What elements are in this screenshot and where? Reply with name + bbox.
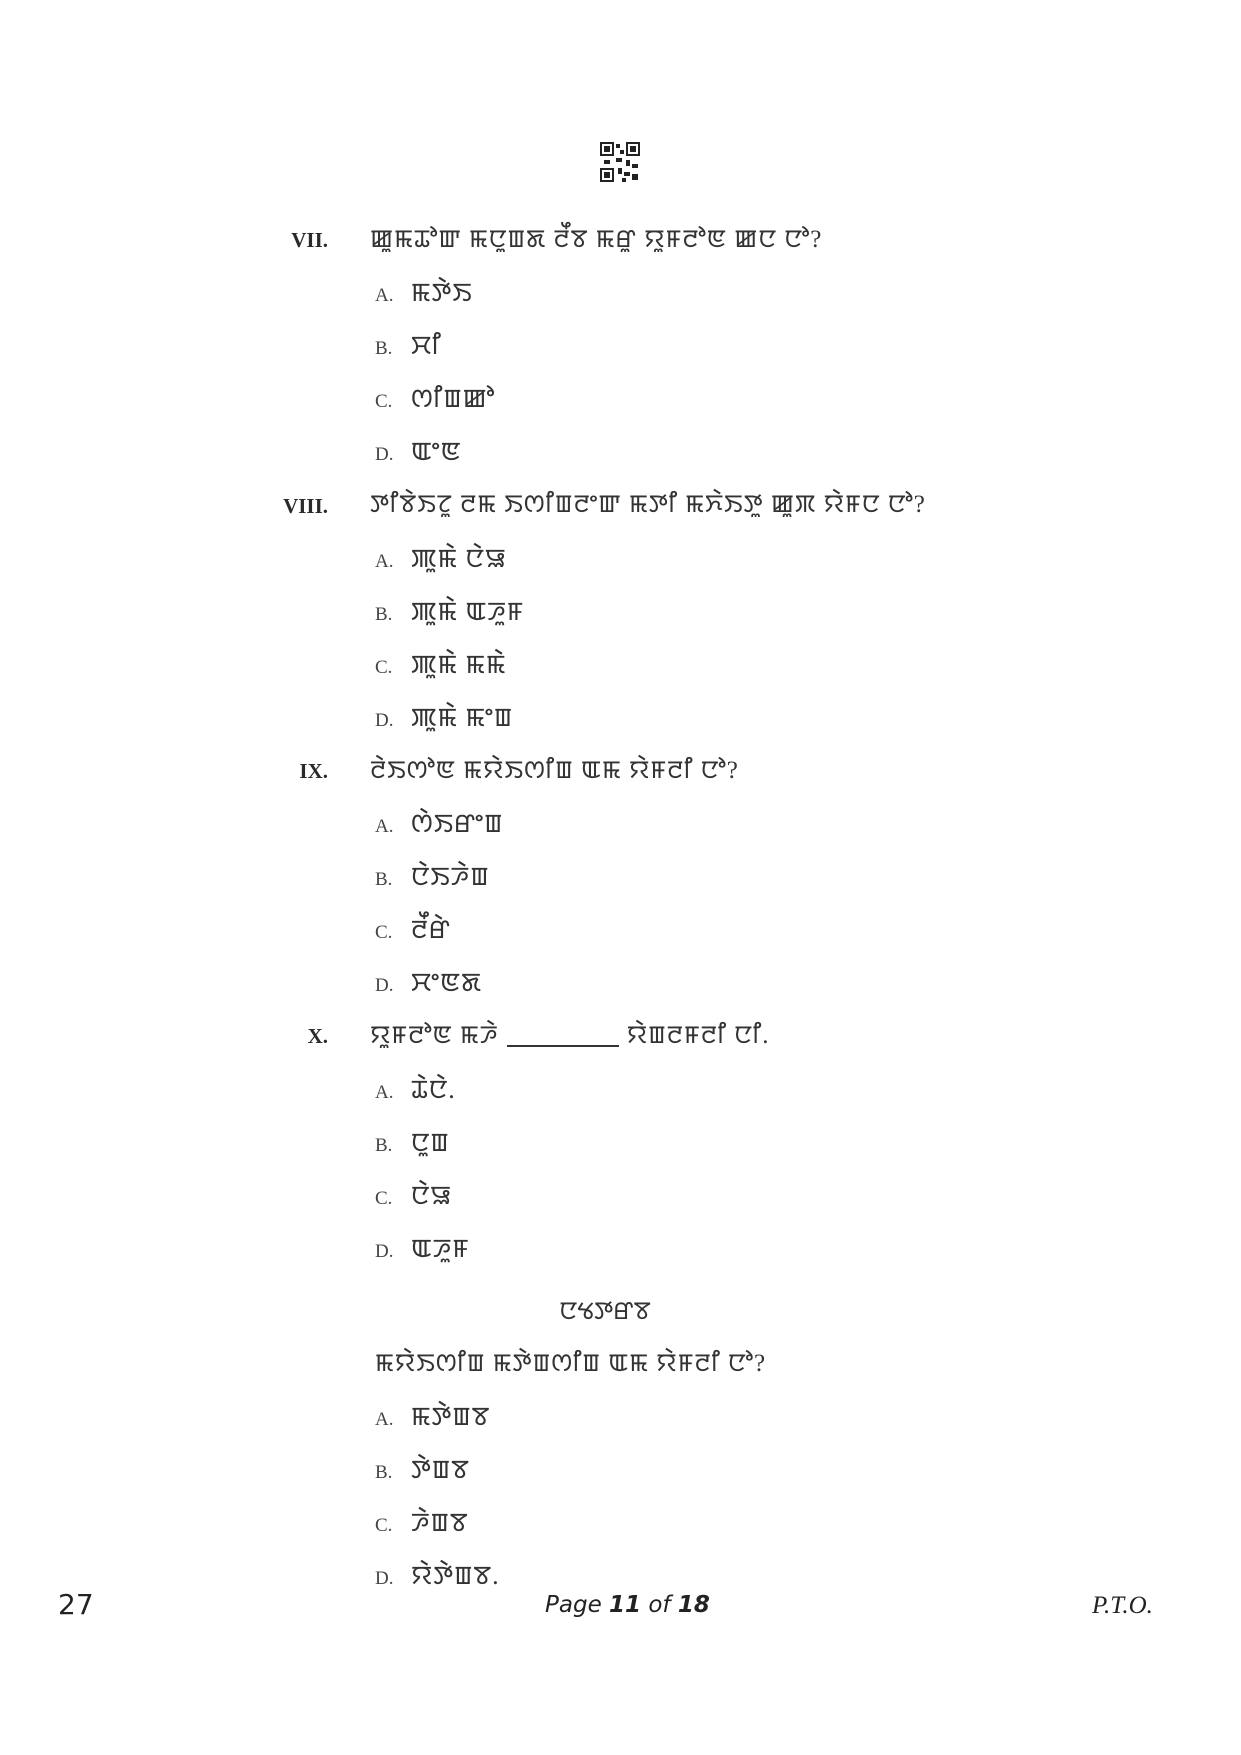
option-text: ꯍꯥꯡꯕ — [411, 1508, 469, 1537]
option-label: B. — [375, 869, 393, 890]
option-label: D. — [375, 1241, 394, 1262]
page-prefix: Page — [545, 1592, 610, 1618]
page-total: 18 — [677, 1592, 710, 1618]
option-label: C. — [375, 922, 393, 943]
option-b[interactable] — [375, 1451, 470, 1487]
option-label: D. — [375, 444, 394, 465]
section-title: ꯅꯠꯇꯔꯕ — [559, 1298, 651, 1325]
option-label: A. — [375, 1409, 394, 1430]
option-label: C. — [375, 1515, 393, 1536]
option-b[interactable] — [375, 593, 524, 629]
option-label: A. — [375, 551, 394, 572]
question-number: X. — [307, 1024, 328, 1048]
option-b[interactable] — [375, 327, 442, 363]
page-of: of — [641, 1592, 678, 1618]
question-text: ꯃꯌꯥꯏꯁꯤꯡ ꯃꯇꯥꯡꯁꯤꯡ ꯑꯃ ꯌꯥꯝꯂꯤ ꯅꯣ? — [375, 1350, 767, 1377]
option-text: ꯅꯥꯏꯍꯥꯡ — [411, 862, 490, 891]
option-b[interactable] — [375, 1124, 450, 1160]
option-text: ꯃꯇꯥꯡꯕ — [411, 1402, 491, 1431]
question-text: ꯂꯥꯏꯁꯣꯟ ꯃꯌꯥꯏꯁꯤꯡ ꯑꯃ ꯌꯥꯝꯂꯤ ꯅꯣ? — [370, 757, 739, 784]
option-d[interactable] — [375, 433, 462, 469]
option-label: D. — [375, 975, 394, 996]
option-text: ꯄꯨꯃꯥ ꯑꯍꯨꯝ — [411, 597, 525, 626]
option-label: A. — [375, 816, 394, 837]
option-label: C. — [375, 1188, 393, 1209]
option-a[interactable] — [375, 1398, 490, 1434]
option-label: D. — [375, 710, 394, 731]
paper-code: 27 — [58, 1588, 94, 1621]
option-text: ꯃꯇꯥꯏ — [411, 278, 473, 307]
question-text — [370, 1017, 770, 1052]
option-text: ꯁꯥꯏꯔꯦꯡ — [411, 809, 504, 838]
qr-code — [600, 142, 640, 182]
option-text: ꯆꯤ — [411, 331, 442, 360]
option-label: D. — [375, 1568, 394, 1589]
question-number: VII. — [291, 228, 328, 252]
question-number: IX. — [299, 759, 328, 783]
page-current: 11 — [609, 1592, 642, 1618]
option-c[interactable] — [375, 380, 495, 416]
option-text: ꯅꯥꯎ — [411, 1181, 453, 1210]
option-label: B. — [375, 1462, 393, 1483]
question-text-before: ꯌꯨꯝꯂꯣꯟ ꯃꯍꯥ — [370, 1022, 499, 1049]
option-text: ꯑꯦꯟ — [411, 437, 462, 466]
option-a[interactable] — [375, 274, 473, 310]
option-label: C. — [375, 391, 393, 412]
question-number: VIII. — [283, 494, 328, 518]
fill-in-blank — [507, 1045, 619, 1047]
option-b[interactable] — [375, 858, 490, 894]
page-indicator — [545, 1592, 710, 1618]
option-text: ꯊꯥꯅꯥ. — [411, 1075, 456, 1104]
option-a[interactable] — [375, 1071, 456, 1107]
option-d[interactable] — [375, 964, 482, 1000]
option-text: ꯁꯤꯡꯀꯣ — [411, 384, 496, 413]
question-text-after: ꯌꯥꯡꯂꯝꯂꯤ ꯅꯤ. — [626, 1022, 770, 1049]
option-text: ꯌꯥꯇꯥꯡꯕ. — [411, 1561, 500, 1590]
option-text: ꯄꯨꯃꯥ ꯃꯃꯥ — [411, 650, 507, 679]
option-c[interactable] — [375, 911, 451, 947]
option-c[interactable] — [375, 1177, 452, 1213]
option-text: ꯂꯩꯔꯥ — [411, 915, 452, 944]
option-label: B. — [375, 604, 393, 625]
option-text: ꯆꯦꯟꯗ — [411, 968, 483, 997]
option-a[interactable] — [375, 805, 504, 841]
pto-label: P.T.O. — [1092, 1592, 1153, 1619]
option-label: A. — [375, 285, 394, 306]
option-label: A. — [375, 1082, 394, 1103]
option-c[interactable] — [375, 646, 507, 682]
question-text: ꯇꯤꯕꯥꯏꯖꯨ ꯂꯃ ꯏꯁꯤꯡꯂꯦꯛ ꯃꯇꯤ ꯃꯈꯥꯏꯇꯨ ꯀꯨꯞ ꯌꯥꯝꯅ ꯅꯣ? — [370, 491, 926, 518]
option-text: ꯄꯨꯃꯥ ꯅꯥꯎ — [411, 544, 507, 573]
option-a[interactable] — [375, 540, 507, 576]
option-text: ꯄꯨꯃꯥ ꯃꯦꯡ — [411, 703, 514, 732]
option-text: ꯅꯨꯡ — [411, 1128, 450, 1157]
option-d[interactable] — [375, 1230, 470, 1266]
option-text: ꯑꯍꯨꯝ — [411, 1234, 470, 1263]
option-label: C. — [375, 657, 393, 678]
option-text: ꯇꯥꯡꯕ — [411, 1455, 470, 1484]
option-label: B. — [375, 338, 393, 359]
option-label: B. — [375, 1135, 393, 1156]
option-d[interactable] — [375, 699, 513, 735]
question-text: ꯀꯨꯃꯊꯣꯛ ꯃꯅꯨꯡꯗ ꯂꯩꯕ ꯃꯔꯨ ꯌꯨꯝꯂꯣꯟ ꯀꯅ ꯅꯣ? — [370, 226, 823, 253]
option-c[interactable] — [375, 1504, 469, 1540]
option-d[interactable] — [375, 1557, 500, 1593]
